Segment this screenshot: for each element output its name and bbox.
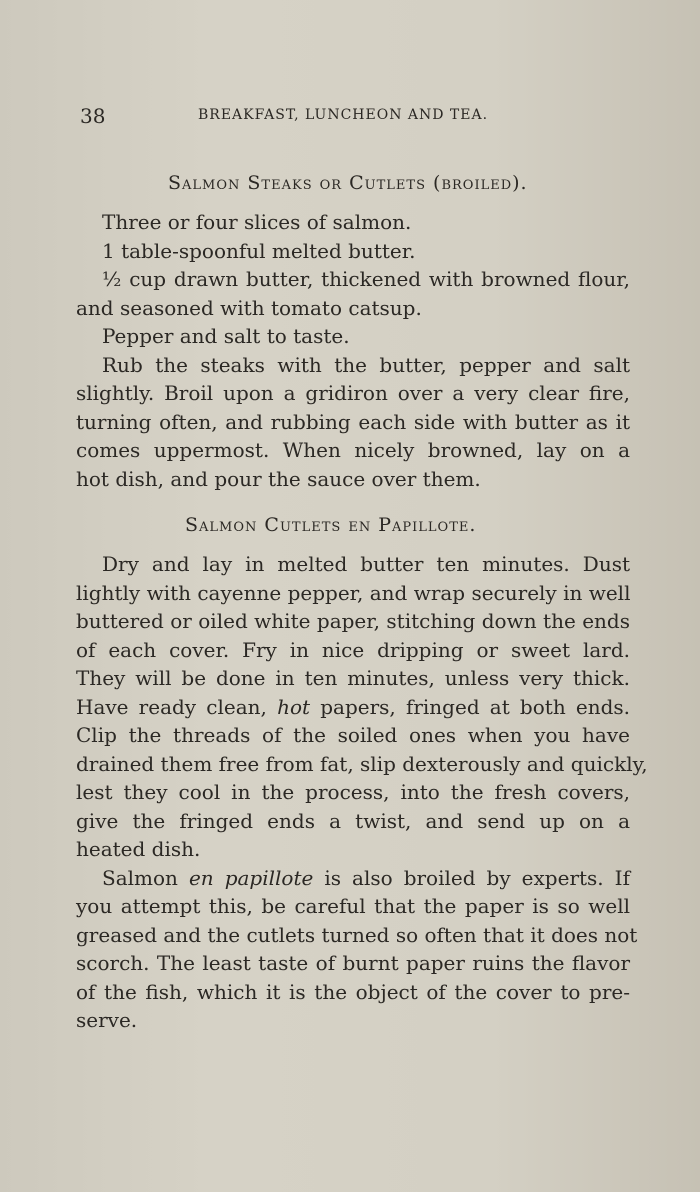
ingredient-line: and seasoned with tomato catsup.	[76, 295, 422, 320]
paragraph-line: drained them free from fat, slip dexterously and quickly,	[76, 751, 648, 776]
paragraph-line: buttered or oiled white paper, stitching down the ends	[76, 609, 630, 633]
ingredient-line: Three or four slices of salmon.	[102, 210, 412, 234]
paragraph-line	[76, 864, 630, 893]
italic-phrase: en papillote	[188, 865, 314, 890]
paragraph-line: They will be done in ten minutes, unless very thick.	[76, 666, 630, 690]
paragraph-line: Dry and lay in melted butter ten minutes. Dust	[102, 552, 630, 576]
recipe-body-salmon-cutlets	[76, 550, 648, 1035]
recipe-title-salmon-cutlets: Salmon Cutlets en Papillote.	[185, 514, 477, 536]
page-number: 38	[80, 104, 106, 128]
instruction-line: comes uppermost. When nicely browned, lay on a	[76, 438, 630, 462]
paragraph-line: of the fish, which it is the object of the cover to pre-	[76, 979, 630, 1004]
text-run: Salmon	[102, 865, 178, 890]
instruction-line: turning often, and rubbing each side with butter as it	[76, 409, 630, 434]
instruction-line: Rub the steaks with the butter, pepper and salt	[102, 352, 630, 377]
paragraph-line: you attempt this, be careful that the paper is so well	[76, 894, 630, 918]
paragraph-line: lightly with cayenne pepper, and wrap securely in well	[76, 580, 631, 605]
recipe-title-salmon-steaks: Salmon Steaks or Cutlets (broiled).	[168, 172, 528, 194]
page-header	[80, 104, 640, 130]
ingredient-line: 1 table-spoonful melted butter.	[102, 238, 416, 263]
paragraph-line: heated dish.	[76, 837, 201, 861]
recipe-body-salmon-steaks	[76, 208, 630, 493]
paragraph-line: Clip the threads of the soiled ones when you have	[76, 723, 630, 747]
paragraph-line	[76, 693, 630, 722]
paragraph-line: greased and the cutlets turned so often that it does not	[76, 922, 638, 947]
running-title: BREAKFAST, LUNCHEON AND TEA.	[198, 107, 489, 123]
text-run: papers, fringed at both ends.	[320, 694, 631, 719]
paragraph-line: give the fringed ends a twist, and send up on a	[76, 808, 630, 833]
instruction-line: slightly. Broil upon a gridiron over a very clear fire,	[76, 381, 630, 405]
instruction-line: hot dish, and pour the sauce over them.	[76, 466, 481, 491]
paragraph-line: lest they cool in the process, into the fresh covers,	[76, 780, 630, 804]
text-run: Have ready clean,	[76, 694, 267, 719]
ingredient-line: Pepper and salt to taste.	[102, 324, 350, 348]
paragraph-line: of each cover. Fry in nice dripping or sweet lard.	[76, 637, 630, 662]
paragraph-line: scorch. The least taste of burnt paper ruins the flavor	[76, 951, 630, 975]
italic-word: hot	[277, 694, 311, 719]
ingredient-line: ½ cup drawn butter, thickened with browned flour,	[102, 267, 630, 291]
paragraph-line: serve.	[76, 1008, 138, 1032]
text-run: is also broiled by experts. If	[324, 865, 630, 890]
